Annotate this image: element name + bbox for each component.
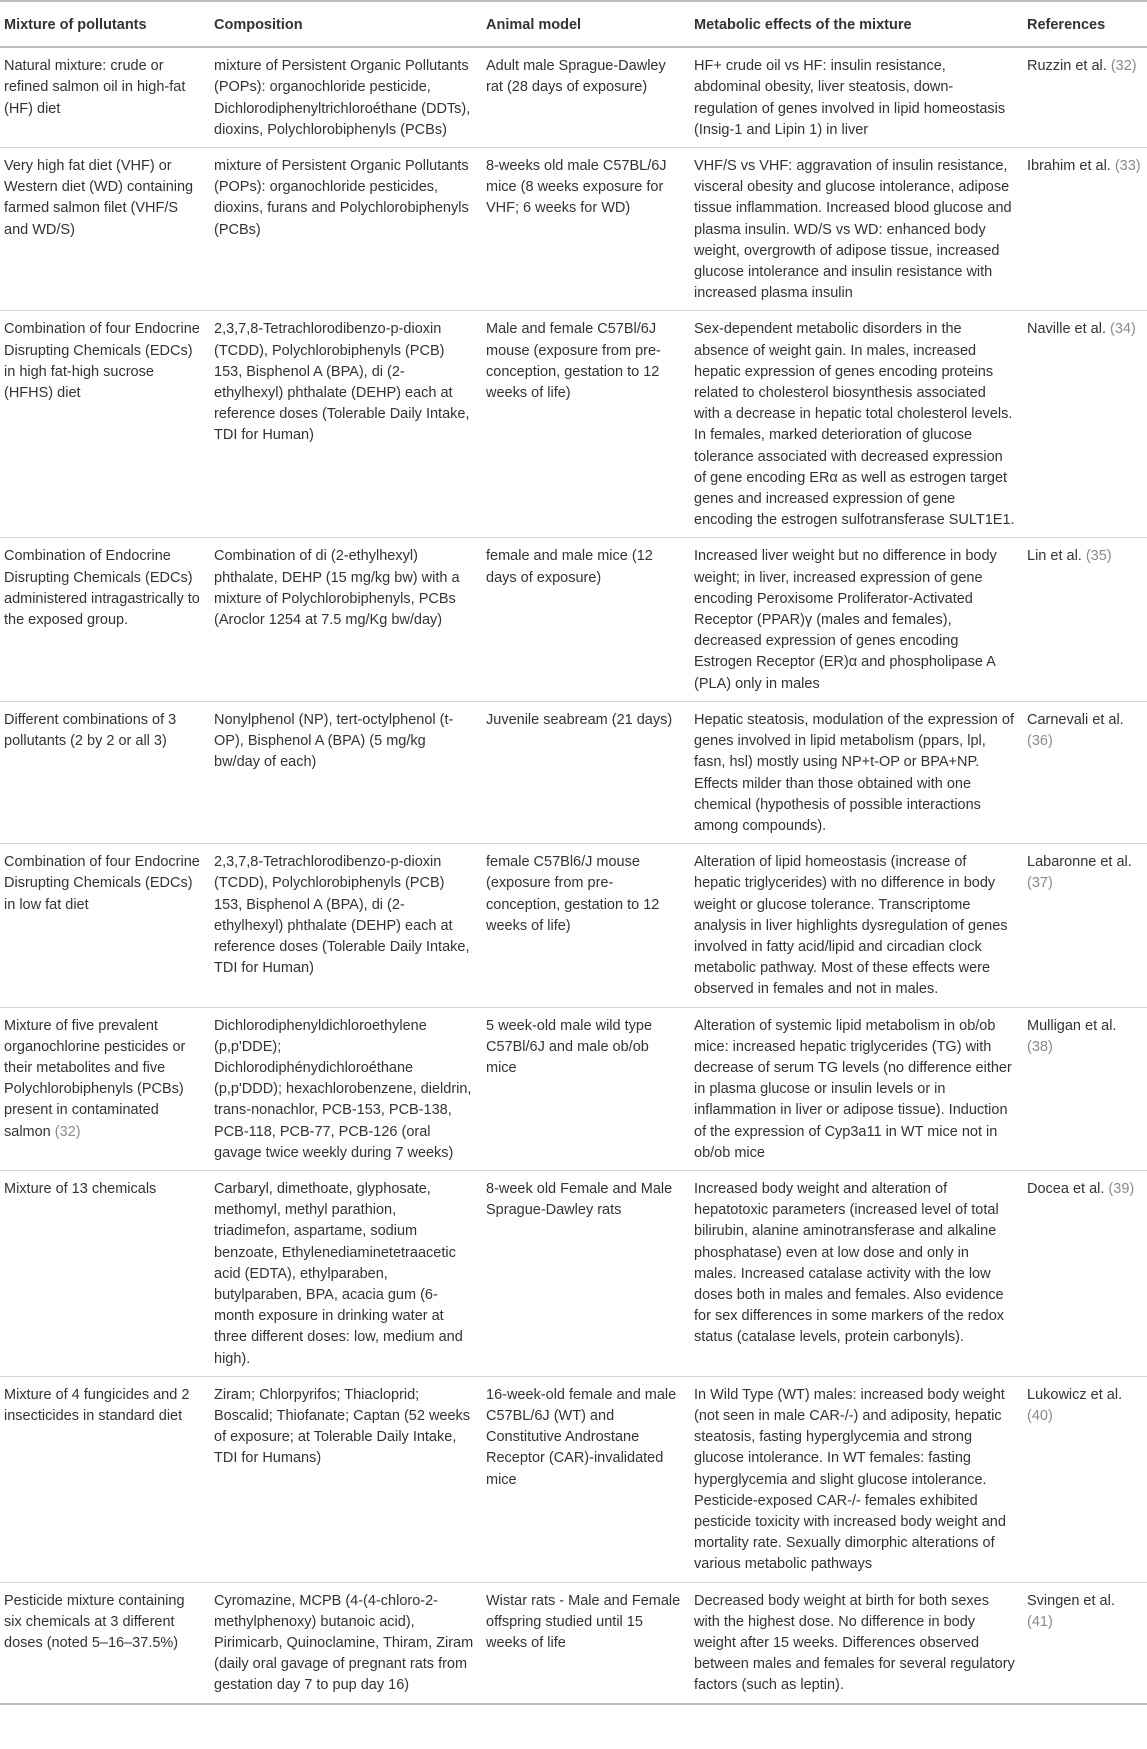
cell-metabolic-effects: Increased body weight and alteration of hepatotoxic parameters (increased level of total bilirubin, alanine aminotransferase and alkaline phosphatase) even at low dose and only in males. Increased catalase activity with the low doses both in males and females. Also evidence for sex differences in some markers of the redox status (catalase levels, protein carbonyls).	[688, 1170, 1021, 1376]
table-body	[0, 47, 1147, 1703]
cell-reference	[1021, 148, 1147, 311]
cell-animal-model: female and male mice (12 days of exposure)	[480, 538, 688, 701]
reference-author: Carnevali et al.	[1027, 711, 1124, 728]
cell-composition: 2,3,7,8-Tetrachlorodibenzo-p-dioxin (TCDD), Polychlorobiphenyls (PCB) 153, Bisphenol A (BPA), di (2-ethylhexyl) phthalate (DEHP) each at reference doses (Tolerable Daily Intake, TDI for Human)	[208, 844, 480, 1007]
reference-author: Mulligan et al.	[1027, 1017, 1117, 1034]
reference-link[interactable]: (34)	[1110, 321, 1136, 338]
reference-link[interactable]: (36)	[1027, 733, 1053, 750]
reference-link[interactable]: (35)	[1085, 548, 1112, 565]
cell-reference	[1021, 538, 1147, 701]
cell-reference	[1021, 1007, 1147, 1170]
cell-composition: Dichlorodiphenyldichloroethylene (p,p'DDE); Dichlorodiphénydichloroéthane (p,p'DDD); hexachlorobenzene, dieldrin, trans-nonachlor, PCB-153, PCB-138, PCB-118, PCB-77, PCB-126 (oral gavage twice weekly during 7 weeks)	[208, 1007, 480, 1170]
cell-reference	[1021, 1170, 1147, 1376]
reference-author: Lukowicz et al.	[1027, 1386, 1123, 1403]
reference-link[interactable]: (37)	[1027, 875, 1053, 892]
cell-animal-model: Adult male Sprague-Dawley rat (28 days of exposure)	[480, 47, 688, 147]
reference-link[interactable]: (32)	[1110, 58, 1137, 75]
table-row	[0, 1582, 1147, 1704]
cell-mixture	[0, 1007, 208, 1170]
table-row	[0, 1007, 1147, 1170]
cell-composition: 2,3,7,8-Tetrachlorodibenzo-p-dioxin (TCDD), Polychlorobiphenyls (PCB) 153, Bisphenol A (BPA), di (2-ethylhexyl) phthalate (DEHP) each at reference doses (Tolerable Daily Intake, TDI for Human)	[208, 311, 480, 538]
reference-link[interactable]: (40)	[1027, 1407, 1053, 1424]
cell-reference	[1021, 47, 1147, 147]
cell-mixture: Very high fat diet (VHF) or Western diet (WD) containing farmed salmon filet (VHF/S and WD/S)	[0, 148, 208, 311]
header-metabolic-effects: Metabolic effects of the mixture	[688, 1, 1021, 47]
header-row	[0, 1, 1147, 47]
cell-metabolic-effects: Hepatic steatosis, modulation of the expression of genes involved in lipid metabolism (ppars, lpl, fasn, hsl) mostly using NP+t-OP or BPA+NP. Effects milder than those obtained with one chemical (hypothesis of possible interactions among compounds).	[688, 701, 1021, 843]
cell-composition: mixture of Persistent Organic Pollutants (POPs): organochloride pesticide, Dichlorodiphenyltrichloroéthane (DDTs), dioxins, Polychlorobiphenyls (PCBs)	[208, 47, 480, 147]
cell-reference	[1021, 1376, 1147, 1582]
cell-mixture: Mixture of 13 chemicals	[0, 1170, 208, 1376]
cell-animal-model: 5 week-old male wild type C57Bl/6J and male ob/ob mice	[480, 1007, 688, 1170]
cell-composition: Combination of di (2-ethylhexyl) phthalate, DEHP (15 mg/kg bw) with a mixture of Polychlorobiphenyls, PCBs (Aroclor 1254 at 7.5 mg/Kg bw/day)	[208, 538, 480, 701]
cell-animal-model: Wistar rats - Male and Female offspring studied until 15 weeks of life	[480, 1582, 688, 1704]
cell-mixture: Combination of four Endocrine Disrupting Chemicals (EDCs) in low fat diet	[0, 844, 208, 1007]
table-row	[0, 701, 1147, 843]
cell-animal-model: 8-weeks old male C57BL/6J mice (8 weeks exposure for VHF; 6 weeks for WD)	[480, 148, 688, 311]
reference-link[interactable]: (33)	[1114, 158, 1141, 175]
header-animal-model: Animal model	[480, 1, 688, 47]
cell-reference	[1021, 1582, 1147, 1704]
cell-mixture: Pesticide mixture containing six chemicals at 3 different doses (noted 5–16–37.5%)	[0, 1582, 208, 1704]
cell-mixture: Different combinations of 3 pollutants (2 by 2 or all 3)	[0, 701, 208, 843]
cell-reference	[1021, 311, 1147, 538]
cell-animal-model: female C57Bl6/J mouse (exposure from pre-conception, gestation to 12 weeks of life)	[480, 844, 688, 1007]
cell-metabolic-effects: Increased liver weight but no difference in body weight; in liver, increased expression of gene encoding Peroxisome Proliferator-Activated Receptor (PPAR)γ (males and females), decreased expression of genes encoding Estrogen Receptor (ER)α and phospholipase A (PLA) only in males	[688, 538, 1021, 701]
reference-author: Labaronne et al.	[1027, 854, 1132, 871]
table-row	[0, 844, 1147, 1007]
cell-metabolic-effects: Alteration of lipid homeostasis (increase of hepatic triglycerides) with no difference in body weight or glucose tolerance. Transcriptome analysis in liver highlights dysregulation of genes involved in fatty acid/lipid and circadian clock metabolic pathway. Most of these effects were observed in females and not in males.	[688, 844, 1021, 1007]
table-row	[0, 148, 1147, 311]
cell-mixture: Combination of Endocrine Disrupting Chemicals (EDCs) administered intragastrically to the exposed group.	[0, 538, 208, 701]
table-row	[0, 1376, 1147, 1582]
cell-metabolic-effects: Alteration of systemic lipid metabolism in ob/ob mice: increased hepatic triglycerides (TG) with decrease of serum TG levels (no difference either in plasma glucose or insulin levels or in inflammation in liver or adipose tissue). Induction of the expression of Cyp3a11 in WT mice not in ob/ob mice	[688, 1007, 1021, 1170]
table-row	[0, 538, 1147, 701]
cell-metabolic-effects: In Wild Type (WT) males: increased body weight (not seen in male CAR-/-) and adiposity, hepatic steatosis, fasting hyperglycemia and strong glucose intolerance. In WT females: fasting hyperglycemia and slight glucose intolerance. Pesticide-exposed CAR-/- females exhibited pesticide toxicity with increased body weight and mortality rate. Sexually dimorphic alterations of various metabolic pathways	[688, 1376, 1021, 1582]
table-row	[0, 311, 1147, 538]
cell-animal-model: Juvenile seabream (21 days)	[480, 701, 688, 843]
header-composition: Composition	[208, 1, 480, 47]
reference-author: Docea et al.	[1027, 1180, 1109, 1197]
table-header	[0, 1, 1147, 47]
reference-link[interactable]: (38)	[1027, 1038, 1053, 1055]
mixture-text: Mixture of five prevalent organochlorine pesticides or their metabolites and five Polychlorobiphenyls (PCBs) present in contaminated salmon	[4, 1017, 186, 1140]
table-row	[0, 47, 1147, 147]
cell-animal-model: 16-week-old female and male C57BL/6J (WT) and Constitutive Androstane Receptor (CAR)-invalidated mice	[480, 1376, 688, 1582]
cell-composition: Nonylphenol (NP), tert-octylphenol (t-OP), Bisphenol A (BPA) (5 mg/kg bw/day of each)	[208, 701, 480, 843]
cell-reference	[1021, 701, 1147, 843]
cell-metabolic-effects: HF+ crude oil vs HF: insulin resistance, abdominal obesity, liver steatosis, down-regulation of genes involved in lipid homeostasis (Insig-1 and Lipin 1) in liver	[688, 47, 1021, 147]
cell-composition: mixture of Persistent Organic Pollutants (POPs): organochloride pesticides, dioxins, furans and Polychlorobiphenyls (PCBs)	[208, 148, 480, 311]
cell-mixture: Natural mixture: crude or refined salmon oil in high-fat (HF) diet	[0, 47, 208, 147]
reference-author: Svingen et al.	[1027, 1592, 1115, 1609]
cell-metabolic-effects: VHF/S vs VHF: aggravation of insulin resistance, visceral obesity and glucose intolerance, adipose tissue inflammation. Increased blood glucose and plasma insulin. WD/S vs WD: enhanced body weight, overgrowth of adipose tissue, increased glucose intolerance and insulin resistance with increased plasma insulin	[688, 148, 1021, 311]
cell-animal-model: 8-week old Female and Male Sprague-Dawley rats	[480, 1170, 688, 1376]
cell-reference	[1021, 844, 1147, 1007]
reference-author: Ruzzin et al.	[1027, 58, 1111, 75]
cell-animal-model: Male and female C57Bl/6J mouse (exposure from pre-conception, gestation to 12 weeks of life)	[480, 311, 688, 538]
header-mixture: Mixture of pollutants	[0, 1, 208, 47]
cell-composition: Carbaryl, dimethoate, glyphosate, methomyl, methyl parathion, triadimefon, aspartame, sodium benzoate, Ethylenediaminetetraacetic acid (EDTA), ethylparaben, butylparaben, BPA, acacia gum (6-month exposure in drinking water at three different doses: low, medium and high).	[208, 1170, 480, 1376]
header-references: References	[1021, 1, 1147, 47]
cell-composition: Ziram; Chlorpyrifos; Thiacloprid; Boscalid; Thiofanate; Captan (52 weeks of exposure; at Tolerable Daily Intake, TDI for Humans)	[208, 1376, 480, 1582]
cell-metabolic-effects: Decreased body weight at birth for both sexes with the highest dose. No difference in body weight after 15 weeks. Differences observed between males and females for several regulatory factors (such as leptin).	[688, 1582, 1021, 1704]
reference-author: Naville et al.	[1027, 321, 1111, 338]
mixture-reference-link[interactable]: (32)	[54, 1123, 81, 1140]
cell-composition: Cyromazine, MCPB (4-(4-chloro-2-methylphenoxy) butanoic acid), Pirimicarb, Quinoclamine, Thiram, Ziram (daily oral gavage of pregnant rats from gestation day 7 to pup day 16)	[208, 1582, 480, 1704]
reference-link[interactable]: (41)	[1027, 1613, 1053, 1630]
cell-metabolic-effects: Sex-dependent metabolic disorders in the absence of weight gain. In males, increased hepatic expression of genes encoding proteins related to cholesterol biosynthesis associated with a decrease in hepatic total cholesterol levels. In females, marked deterioration of glucose tolerance associated with decreased expression of gene encoding ERα as well as estrogen target genes and increased expression of gene encoding the estrogen sulfotransferase SULT1E1.	[688, 311, 1021, 538]
reference-author: Ibrahim et al.	[1027, 158, 1115, 175]
table-row	[0, 1170, 1147, 1376]
reference-link[interactable]: (39)	[1108, 1180, 1135, 1197]
reference-author: Lin et al.	[1027, 548, 1086, 565]
cell-mixture: Mixture of 4 fungicides and 2 insecticides in standard diet	[0, 1376, 208, 1582]
cell-mixture: Combination of four Endocrine Disrupting Chemicals (EDCs) in high fat-high sucrose (HFHS) diet	[0, 311, 208, 538]
